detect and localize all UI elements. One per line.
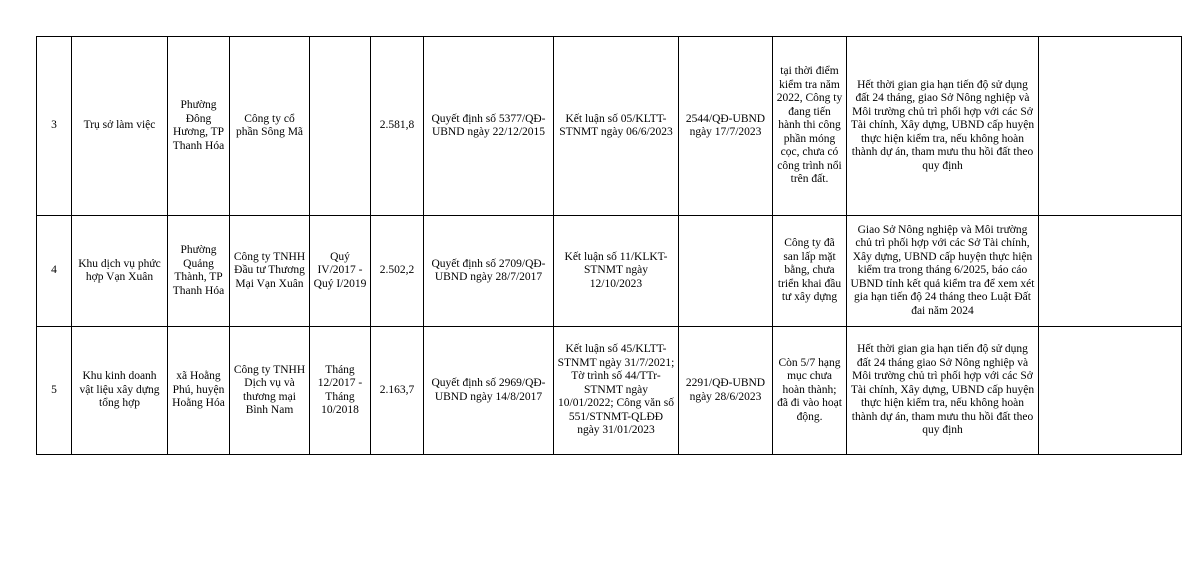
cell-project-name: Khu kinh doanh vật liệu xây dựng tổng hợp	[72, 327, 168, 455]
cell-project-name: Trụ sở làm việc	[72, 37, 168, 216]
cell-stt: 5	[37, 327, 72, 455]
cell-investor: Công ty cổ phần Sông Mã	[230, 37, 310, 216]
cell-status: Công ty đã san lấp mặt bằng, chưa triển khai đầu tư xây dựng	[773, 216, 847, 327]
cell-stt: 3	[37, 37, 72, 216]
cell-proposal: Hết thời gian gia hạn tiến độ sử dụng đất 24 tháng, giao Sở Nông nghiệp và Môi trường chủ trì phối hợp với các Sở Tài chính, Xây dựng, UBND cấp huyện thực hiện kiểm tra, nếu không hoàn thành dự án, tham mưu thu hồi đất theo quy định	[847, 37, 1039, 216]
cell-location: Phường Quảng Thành, TP Thanh Hóa	[168, 216, 230, 327]
cell-conclusion: Kết luận số 11/KLKT-STNMT ngày 12/10/2023	[554, 216, 679, 327]
cell-location: Phường Đông Hương, TP Thanh Hóa	[168, 37, 230, 216]
cell-decision: Quyết định số 2709/QĐ-UBND ngày 28/7/2017	[424, 216, 554, 327]
table-row	[37, 37, 1182, 216]
cell-investor: Công ty TNHH Đầu tư Thương Mại Vạn Xuân	[230, 216, 310, 327]
cell-document: 2291/QĐ-UBND ngày 28/6/2023	[679, 327, 773, 455]
cell-status: tại thời điểm kiểm tra năm 2022, Công ty đang tiến hành thi công phần móng cọc, chưa có công trình nổi trên đất.	[773, 37, 847, 216]
cell-area: 2.502,2	[371, 216, 424, 327]
table-row	[37, 216, 1182, 327]
cell-note	[1039, 216, 1182, 327]
cell-proposal: Hết thời gian gia hạn tiến độ sử dụng đất 24 tháng giao Sở Nông nghiệp và Môi trường chủ trì phối hợp với các Sở Tài chính, Xây dựng, UBND cấp huyện thực hiện kiểm tra, nếu không hoàn thành dự án, tham mưu thu hồi đất theo quy định	[847, 327, 1039, 455]
cell-schedule: Quý IV/2017 - Quý I/2019	[310, 216, 371, 327]
project-table	[36, 36, 1182, 455]
cell-document: 2544/QĐ-UBND ngày 17/7/2023	[679, 37, 773, 216]
cell-status: Còn 5/7 hạng mục chưa hoàn thành; đã đi vào hoạt động.	[773, 327, 847, 455]
cell-conclusion: Kết luận số 45/KLTT-STNMT ngày 31/7/2021; Tờ trình số 44/TTr-STNMT ngày 10/01/2022; Công văn số 551/STNMT-QLĐĐ ngày 31/01/2023	[554, 327, 679, 455]
cell-note	[1039, 37, 1182, 216]
cell-investor: Công ty TNHH Dịch vụ và thương mại Bình Nam	[230, 327, 310, 455]
cell-decision: Quyết định số 2969/QĐ-UBND ngày 14/8/2017	[424, 327, 554, 455]
cell-decision: Quyết định số 5377/QĐ-UBND ngày 22/12/2015	[424, 37, 554, 216]
cell-area: 2.581,8	[371, 37, 424, 216]
cell-schedule	[310, 37, 371, 216]
cell-conclusion: Kết luận số 05/KLTT-STNMT ngày 06/6/2023	[554, 37, 679, 216]
cell-proposal: Giao Sở Nông nghiệp và Môi trường chủ trì phối hợp với các Sở Tài chính, Xây dựng, UBND cấp huyện thực hiện kiểm tra trong tháng 6/2025, báo cáo UBND tỉnh kết quả kiểm tra để xem xét gia hạn tiến độ 24 tháng theo Luật Đất đai năm 2024	[847, 216, 1039, 327]
cell-note	[1039, 327, 1182, 455]
cell-location: xã Hoằng Phú, huyện Hoằng Hóa	[168, 327, 230, 455]
table-row	[37, 327, 1182, 455]
cell-area: 2.163,7	[371, 327, 424, 455]
cell-project-name: Khu dịch vụ phức hợp Vạn Xuân	[72, 216, 168, 327]
cell-stt: 4	[37, 216, 72, 327]
cell-schedule: Tháng 12/2017 - Tháng 10/2018	[310, 327, 371, 455]
cell-document	[679, 216, 773, 327]
